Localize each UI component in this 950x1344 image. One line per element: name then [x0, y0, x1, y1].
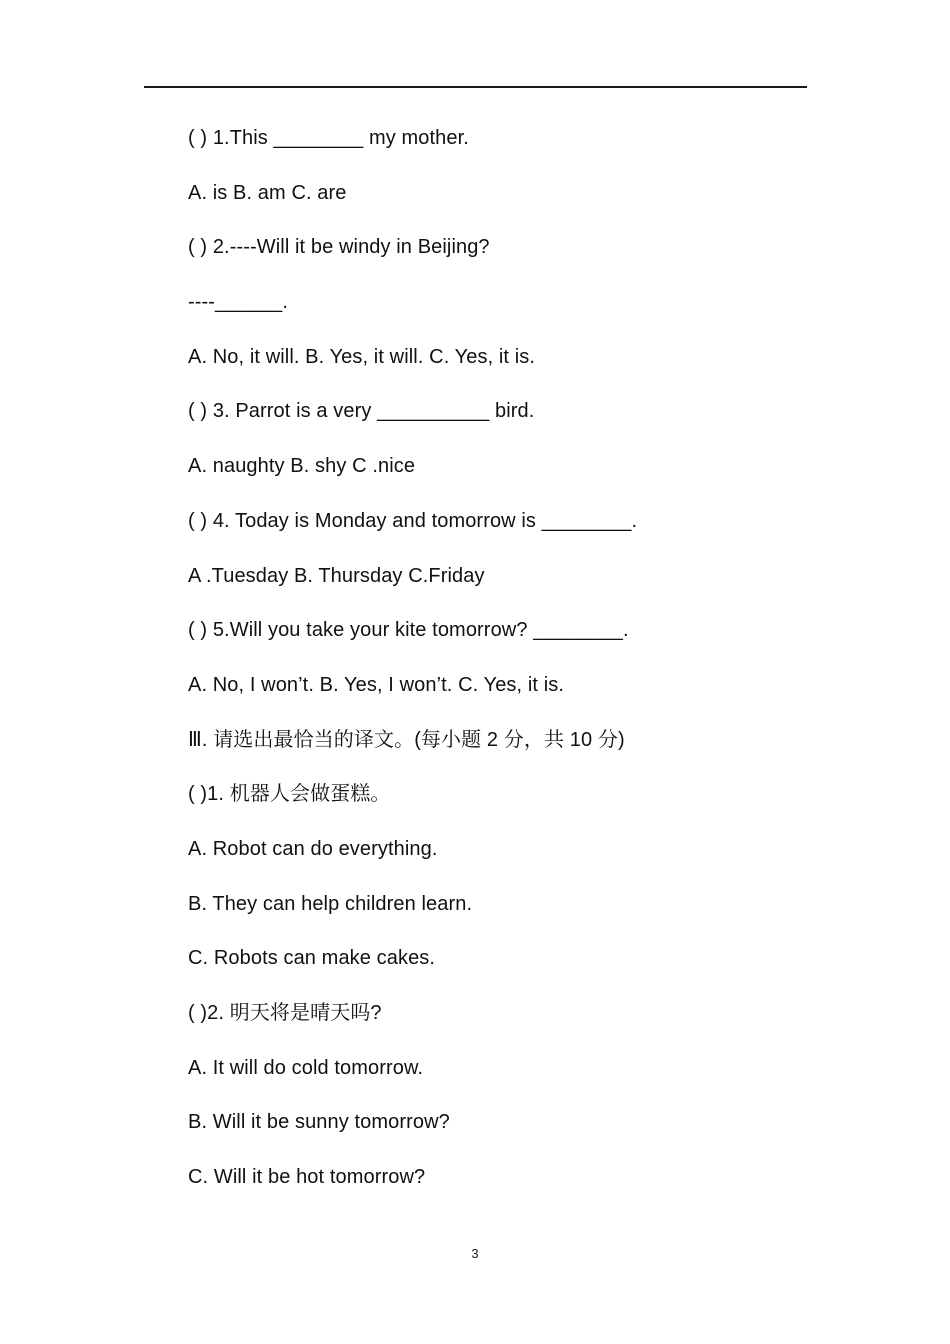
section-3-heading: Ⅲ. 请选出最恰当的译文。(每小题 2 分，共 10 分) [188, 728, 625, 751]
question-5-options: A. No, I won’t. B. Yes, I won’t. C. Yes, it is. [188, 673, 564, 696]
question-3: ( ) 3. Parrot is a very __________ bird. [188, 400, 535, 423]
header-rule [144, 86, 807, 88]
question-5: ( ) 5.Will you take your kite tomorrow? ________. [188, 619, 629, 642]
question-4: ( ) 4. Today is Monday and tomorrow is ________. [188, 509, 638, 532]
translation-question-1: ( )1. 机器人会做蛋糕。 [188, 783, 391, 806]
page-number: 3 [471, 1246, 479, 1261]
translation-1-option-b: B. They can help children learn. [188, 892, 473, 915]
question-1: ( ) 1.This ________ my mother. [188, 127, 469, 149]
translation-1-option-a: A. Robot can do everything. [188, 837, 438, 860]
question-2: ( ) 2.----Will it be windy in Beijing? [188, 236, 490, 259]
question-2-answer-blank: ----______. [188, 291, 289, 314]
translation-2-option-a: A. It will do cold tomorrow. [188, 1056, 424, 1079]
question-1-options: A. is B. am C. are [188, 181, 347, 204]
translation-2-option-c: C. Will it be hot tomorrow? [188, 1166, 426, 1189]
document-body [188, 122, 828, 1216]
translation-question-2: ( )2. 明天将是晴天吗? [188, 1002, 382, 1024]
question-4-options: A .Tuesday B. Thursday C.Friday [188, 564, 485, 587]
translation-1-option-c: C. Robots can make cakes. [188, 947, 436, 970]
question-3-options: A. naughty B. shy C .nice [188, 455, 416, 478]
translation-2-option-b: B. Will it be sunny tomorrow? [188, 1111, 450, 1134]
question-2-options: A. No, it will. B. Yes, it will. C. Yes, it is. [188, 345, 536, 368]
